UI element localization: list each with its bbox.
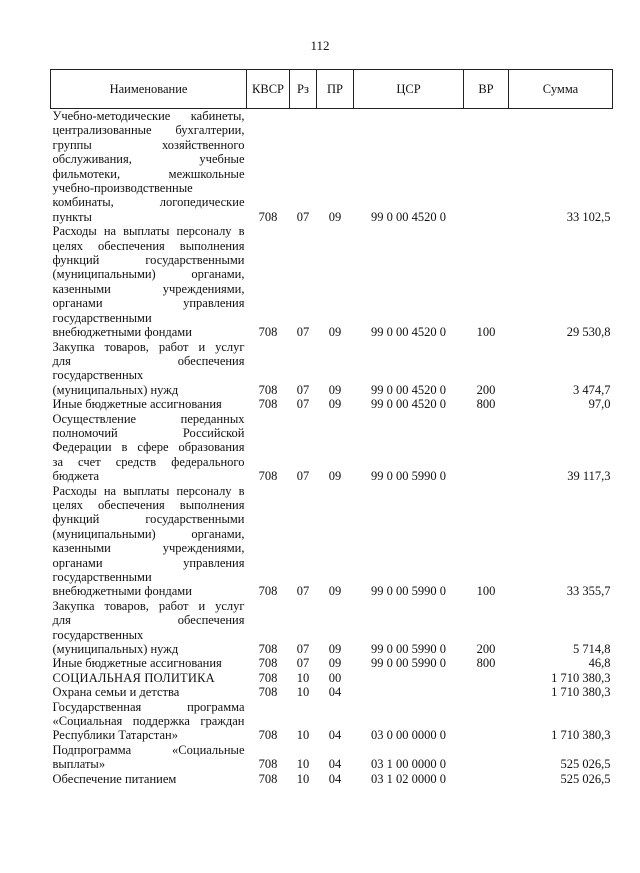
- row-rz: 10: [296, 685, 310, 700]
- row-csr: 99 0 00 5990 0: [371, 584, 446, 599]
- table-row: [51, 397, 613, 411]
- row-pr: 09: [328, 382, 342, 397]
- row-sum: 97,0: [588, 397, 611, 412]
- row-name-line: Закупка товаров, работ и услуг: [52, 598, 245, 613]
- row-pr: 04: [328, 685, 342, 700]
- row-kvsr: 708: [258, 382, 278, 397]
- row-vr: [464, 772, 509, 786]
- row-pr: 04: [328, 757, 342, 772]
- row-csr: 03 1 02 0000 0: [371, 771, 446, 786]
- row-vr: 800: [476, 397, 496, 412]
- row-pr: 04: [328, 771, 342, 786]
- row-csr: [354, 671, 464, 685]
- row-name: [51, 743, 247, 772]
- row-pr: 09: [328, 469, 342, 484]
- row-pr: 09: [328, 397, 342, 412]
- row-name-line: внебюджетными фондами: [52, 584, 192, 599]
- row-csr: [354, 685, 464, 699]
- table-row: [51, 224, 613, 339]
- row-csr: 99 0 00 4520 0: [371, 209, 446, 224]
- row-name-line: обслуживания, учебные: [52, 152, 245, 167]
- row-vr: 100: [476, 325, 496, 340]
- row-rz: 07: [296, 469, 310, 484]
- row-name-line: функций государственными: [52, 253, 245, 268]
- row-name-line: фильмотеки, межшкольные: [52, 166, 245, 181]
- page-number: 112: [310, 38, 330, 53]
- table-row: [51, 109, 613, 225]
- table-row: [51, 700, 613, 743]
- row-pr: 09: [328, 209, 342, 224]
- row-kvsr: 708: [258, 771, 278, 786]
- row-vr: [464, 671, 509, 685]
- row-name-line: государственными: [52, 570, 152, 584]
- row-rz: 07: [296, 656, 310, 671]
- row-name-line: СОЦИАЛЬНАЯ ПОЛИТИКА: [52, 670, 215, 685]
- row-sum: 1 710 380,3: [551, 670, 611, 685]
- row-name: [51, 224, 247, 339]
- header-pr: ПР: [317, 70, 354, 109]
- row-vr: [464, 743, 509, 772]
- row-name-line: (муниципальных) нужд: [52, 382, 179, 397]
- row-name-line: функций государственными: [52, 512, 245, 527]
- row-sum: 3 474,7: [573, 382, 611, 397]
- row-sum: 1 710 380,3: [551, 685, 611, 700]
- row-name-line: Учебно-методические кабинеты,: [52, 109, 245, 123]
- header-name: Наименование: [51, 70, 247, 109]
- table-row: [51, 340, 613, 398]
- row-rz: 07: [296, 642, 310, 657]
- row-vr: [464, 685, 509, 699]
- table-row: [51, 599, 613, 657]
- row-sum: 39 117,3: [567, 469, 611, 484]
- row-name-line: (муниципальными) органами,: [52, 267, 245, 282]
- row-name: [51, 685, 247, 699]
- row-sum: 525 026,5: [560, 771, 611, 786]
- row-name-line: внебюджетными фондами: [52, 325, 192, 340]
- header-vr: ВР: [464, 70, 509, 109]
- row-csr: 03 1 00 0000 0: [371, 757, 446, 772]
- row-kvsr: 708: [258, 670, 278, 685]
- row-name-line: целях обеспечения выполнения: [52, 497, 245, 512]
- row-name-line: Обеспечение питанием: [52, 771, 177, 786]
- row-rz: 07: [296, 325, 310, 340]
- row-vr: 800: [476, 656, 496, 671]
- header-sum: Сумма: [509, 70, 613, 109]
- row-rz: 07: [296, 382, 310, 397]
- row-rz: 07: [296, 397, 310, 412]
- row-vr: [464, 109, 509, 225]
- row-kvsr: 708: [258, 584, 278, 599]
- row-name-line: комбинаты, логопедические: [52, 195, 245, 210]
- row-vr: [464, 700, 509, 743]
- row-name-line: Подпрограмма «Социальные: [52, 742, 245, 757]
- row-name-line: пункты: [52, 209, 92, 224]
- row-csr: 99 0 00 5990 0: [371, 656, 446, 671]
- row-name-line: органами управления: [52, 296, 245, 311]
- table-row: [51, 671, 613, 685]
- row-sum: 525 026,5: [560, 757, 611, 772]
- row-rz: 10: [296, 771, 310, 786]
- row-rz: 10: [296, 728, 310, 743]
- row-pr: 04: [328, 728, 342, 743]
- row-csr: 03 0 00 0000 0: [371, 728, 446, 743]
- row-name: [51, 484, 247, 599]
- header-rz: Рз: [290, 70, 317, 109]
- row-vr: 200: [476, 382, 496, 397]
- row-kvsr: 708: [258, 325, 278, 340]
- row-name-line: централизованные бухгалтерии,: [52, 123, 245, 138]
- row-name-line: Республики Татарстан»: [52, 728, 178, 743]
- table-row: [51, 484, 613, 599]
- row-pr: 09: [328, 642, 342, 657]
- row-kvsr: 708: [258, 685, 278, 700]
- row-pr: 09: [328, 584, 342, 599]
- row-name-line: Закупка товаров, работ и услуг: [52, 339, 245, 354]
- row-name-line: (муниципальными) органами,: [52, 526, 245, 541]
- row-name-line: Государственная программа: [52, 699, 245, 714]
- row-kvsr: 708: [258, 642, 278, 657]
- row-name-line: Расходы на выплаты персоналу в: [52, 483, 245, 498]
- table-row: [51, 656, 613, 670]
- row-name-line: (муниципальных) нужд: [52, 642, 179, 657]
- row-rz: 07: [296, 584, 310, 599]
- row-name-line: государственных: [52, 368, 144, 383]
- row-vr: 100: [476, 584, 496, 599]
- row-vr: [464, 412, 509, 484]
- row-pr: 09: [328, 656, 342, 671]
- table-header-row: [51, 70, 613, 109]
- row-name-line: выплаты»: [52, 757, 106, 772]
- table-row: [51, 772, 613, 786]
- row-name-line: целях обеспечения выполнения: [52, 238, 245, 253]
- row-name-line: для обеспечения: [52, 613, 245, 628]
- row-name-line: государственных: [52, 627, 144, 642]
- row-name: [51, 656, 247, 670]
- row-kvsr: 708: [258, 469, 278, 484]
- table-row: [51, 685, 613, 699]
- row-sum: 5 714,8: [573, 642, 611, 657]
- row-name-line: Осуществление переданных: [52, 411, 245, 426]
- row-kvsr: 708: [258, 728, 278, 743]
- row-name-line: группы хозяйственного: [52, 137, 245, 152]
- table-row: [51, 412, 613, 484]
- row-name-line: бюджета: [52, 469, 100, 484]
- row-sum: 1 710 380,3: [551, 728, 611, 743]
- row-name-line: за счет средств федерального: [52, 454, 245, 469]
- row-pr: 09: [328, 325, 342, 340]
- row-csr: 99 0 00 5990 0: [371, 642, 446, 657]
- row-csr: 99 0 00 5990 0: [371, 469, 446, 484]
- row-name-line: Иные бюджетные ассигнования: [52, 656, 222, 671]
- row-name: [51, 599, 247, 657]
- table-row: [51, 743, 613, 772]
- row-name-line: учебно-производственные: [52, 181, 193, 196]
- row-name-line: Федерации в сфере образования: [52, 440, 245, 455]
- row-csr: 99 0 00 4520 0: [371, 397, 446, 412]
- header-csr: ЦСР: [354, 70, 464, 109]
- row-name-line: казенными учреждениями,: [52, 281, 245, 296]
- row-name: [51, 397, 247, 411]
- row-name-line: для обеспечения: [52, 353, 245, 368]
- row-csr: 99 0 00 4520 0: [371, 382, 446, 397]
- row-name-line: Иные бюджетные ассигнования: [52, 397, 222, 412]
- row-name-line: казенными учреждениями,: [52, 541, 245, 556]
- row-name-line: полномочий Российской: [52, 425, 245, 440]
- row-sum: 33 355,7: [566, 584, 611, 599]
- row-kvsr: 708: [258, 209, 278, 224]
- row-name: [51, 700, 247, 743]
- row-name: [51, 109, 247, 225]
- row-kvsr: 708: [258, 397, 278, 412]
- row-name: [51, 340, 247, 398]
- header-kvsr: КВСР: [247, 70, 290, 109]
- row-pr: 00: [328, 670, 342, 685]
- row-name-line: государственными: [52, 310, 152, 325]
- row-kvsr: 708: [258, 757, 278, 772]
- row-rz: 07: [296, 209, 310, 224]
- row-name: [51, 412, 247, 484]
- row-sum: 29 530,8: [566, 325, 611, 340]
- row-name-line: органами управления: [52, 555, 245, 570]
- row-rz: 10: [296, 757, 310, 772]
- row-name-line: Охрана семьи и детства: [52, 685, 180, 700]
- row-rz: 10: [296, 670, 310, 685]
- budget-table: [50, 69, 613, 786]
- row-sum: 46,8: [588, 656, 611, 671]
- row-sum: 33 102,5: [566, 209, 611, 224]
- row-csr: 99 0 00 4520 0: [371, 325, 446, 340]
- row-name: [51, 671, 247, 685]
- row-vr: 200: [476, 642, 496, 657]
- row-kvsr: 708: [258, 656, 278, 671]
- row-name: [51, 772, 247, 786]
- row-name-line: «Социальная поддержка граждан: [52, 714, 245, 729]
- row-name-line: Расходы на выплаты персоналу в: [52, 224, 245, 239]
